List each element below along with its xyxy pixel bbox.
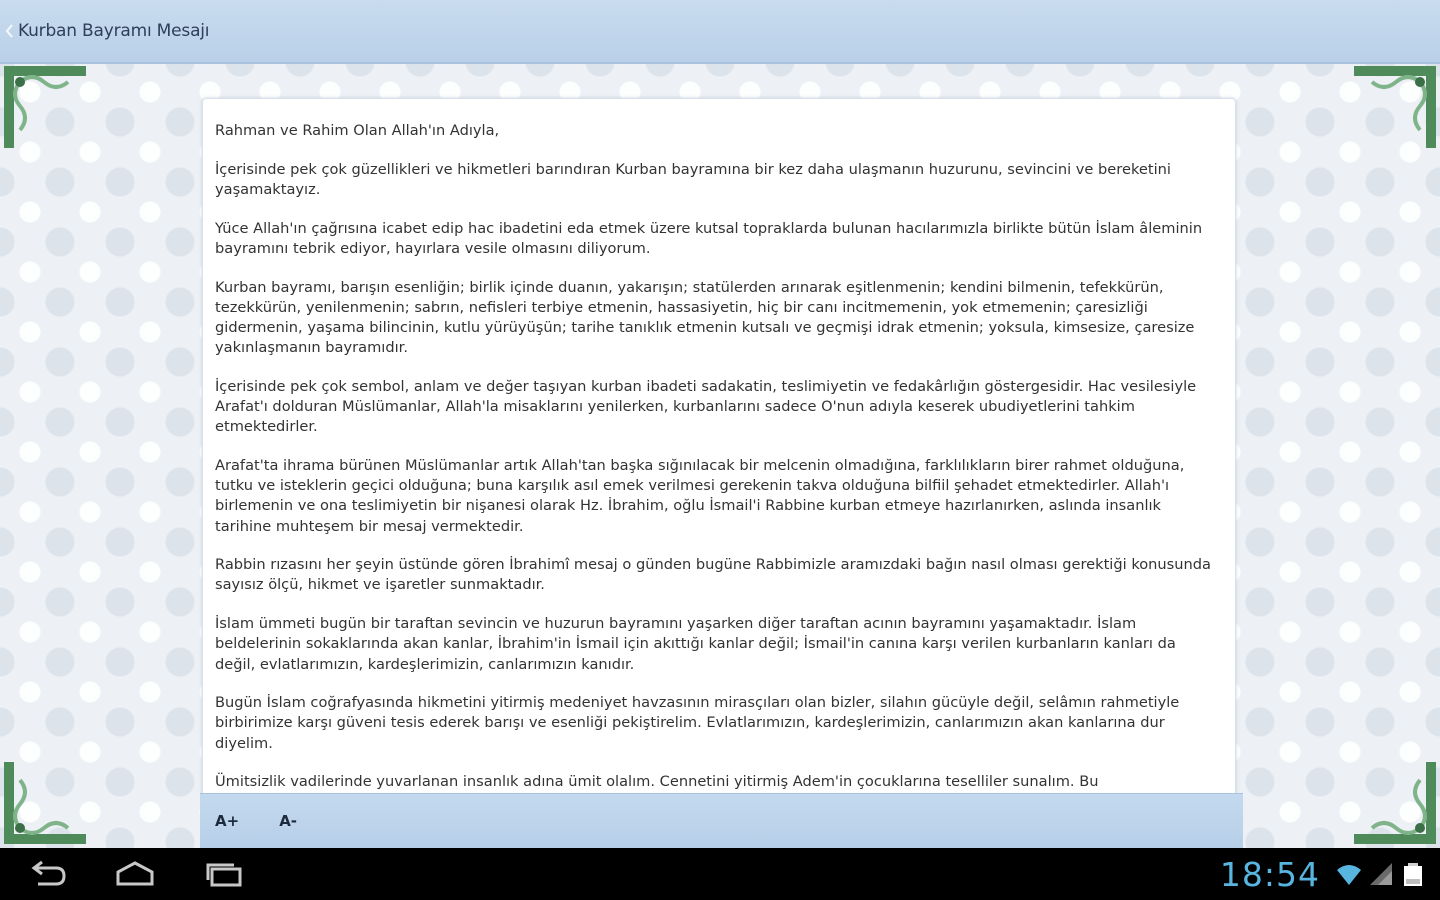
article-card[interactable] (202, 98, 1236, 794)
article-paragraph: İslam ümmeti bugün bir taraftan sevincin ve huzurun bayramını yaşarken diğer taraftan acının bayramını yaşamaktadır. İslam beldelerinin sokaklarında akan kanlar, İbrahim'in İsmail için akıttığı kanlar değil; İsmail'in canına karşı verilen kurbanların kanları da değil, evlatlarımızın, kardeşlerimizin, canlarımızın kanıdır. (215, 615, 1176, 673)
article-paragraph: Rabbin rızasını her şeyin üstünde gören İbrahimî mesaj o günden bugüne Rabbimizle aramızdaki bağın nasıl olması gerektiği konusunda sayısız ölçü, hikmet ve işaretler sunmaktadır. (215, 556, 1211, 594)
article-paragraph: Arafat'ta ihrama bürünen Müslümanlar artık Allah'tan başka sığınılacak bir melcenin olmadığına, farklılıkların birer rahmet olduğuna, tutku ve isteklerin geçici olduğuna; buna karşılık asıl emek verilmesi gerekenin takva olduğuna bilfiil şehadet etmektedirler. Allah'ı birlemenin ve ona teslimiyetin bir nişanesi olarak Hz. İbrahim, oğlu İsmail'i Rabbine kurban etmeye hazırlanırken, aslında insanlık tarihine muhteşem bir mesaj vermektedir. (215, 456, 1185, 535)
battery-icon (1400, 861, 1426, 887)
corner-ornament-top-right (1348, 62, 1440, 154)
signal-icon (1368, 861, 1394, 887)
article-paragraph: Kurban bayramı, barışın esenliğin; birlik içinde duanın, yakarışın; statülerden arınarak eşitlenmenin; kendini bilmenin, tefekkürün, tezekkürün, yenilenmenin; sabrın, nefisleri terbiye etmenin, hassasiyetin, hiç bir canı incitmemenin, yok etmemenin; çaresizliği gidermenin, yaşama bilincinin, kutlu yürüyüşün; tarihe tanıklık etmenin kutsalı ve geçmişi idrak etmenin; yoksula, kimsesize, çaresize yakınlaşmanın bayramıdır. (215, 278, 1195, 357)
page-title[interactable]: Kurban Bayramı Mesajı (18, 21, 210, 41)
status-area[interactable] (1220, 848, 1426, 900)
recent-apps-icon[interactable] (200, 858, 250, 890)
home-icon[interactable] (110, 858, 160, 890)
increase-font-button[interactable]: A+ (215, 812, 240, 830)
back-icon[interactable] (22, 858, 72, 890)
article-body (203, 99, 1235, 793)
article-paragraph: Rahman ve Rahim Olan Allah'ın Adıyla, (215, 122, 500, 139)
corner-ornament-bottom-left (0, 756, 92, 848)
corner-ornament-top-left (0, 62, 92, 154)
article-paragraph: Bugün İslam coğrafyasında hikmetini yitirmiş medeniyet havzasının mirasçıları olan bizler, silahın gücüyle değil, selâmın rahmetiyle birbirimize karşı güveni tesis ederek barışı ve esenliği pekiştirelim. Evlatlarımızın, kardeşlerimizin, canlarımızın akan kanlarına dur diyelim. (215, 694, 1180, 752)
article-paragraph: İçerisinde pek çok sembol, anlam ve değer taşıyan kurban ibadeti sadakatin, teslimiyetin ve fedakârlığın göstergesidir. Hac vesilesiyle Arafat'ı dolduran Müslümanlar, Allah'la misaklarını yenilerken, kurbanlarını sadece O'nun adıyla keserek ubudiyetlerini tahkim etmektedirler. (215, 377, 1197, 436)
up-navigation-icon[interactable] (4, 21, 14, 41)
article-paragraph: Ümitsizlik vadilerinde yuvarlanan insanlık adına ümit olalım. Cennetini yitirmiş Adem'in çocuklarına teselliler sunalım. Bu (215, 773, 1099, 791)
clock: 18:54 (1219, 854, 1320, 894)
article-paragraph: İçerisinde pek çok güzellikleri ve hikmetleri barındıran Kurban bayramına bir kez daha ulaşmanın huzurunu, sevincini ve bereketini yaşamaktayız. (215, 160, 1171, 198)
decrease-font-button[interactable]: A- (279, 812, 298, 830)
article-paragraph: Yüce Allah'ın çağrısına icabet edip hac ibadetini eda etmek üzere kutsal topraklarda bulunan hacılarımızla birlikte bütün İslam âleminin bayramını tebrik ediyor, hayırlara vesile olmasını diliyorum. (215, 219, 1203, 257)
action-bar (0, 0, 1440, 64)
corner-ornament-bottom-right (1348, 756, 1440, 848)
system-navigation-bar (0, 848, 1440, 900)
wifi-icon (1336, 861, 1362, 887)
font-size-toolbar (200, 793, 1243, 848)
